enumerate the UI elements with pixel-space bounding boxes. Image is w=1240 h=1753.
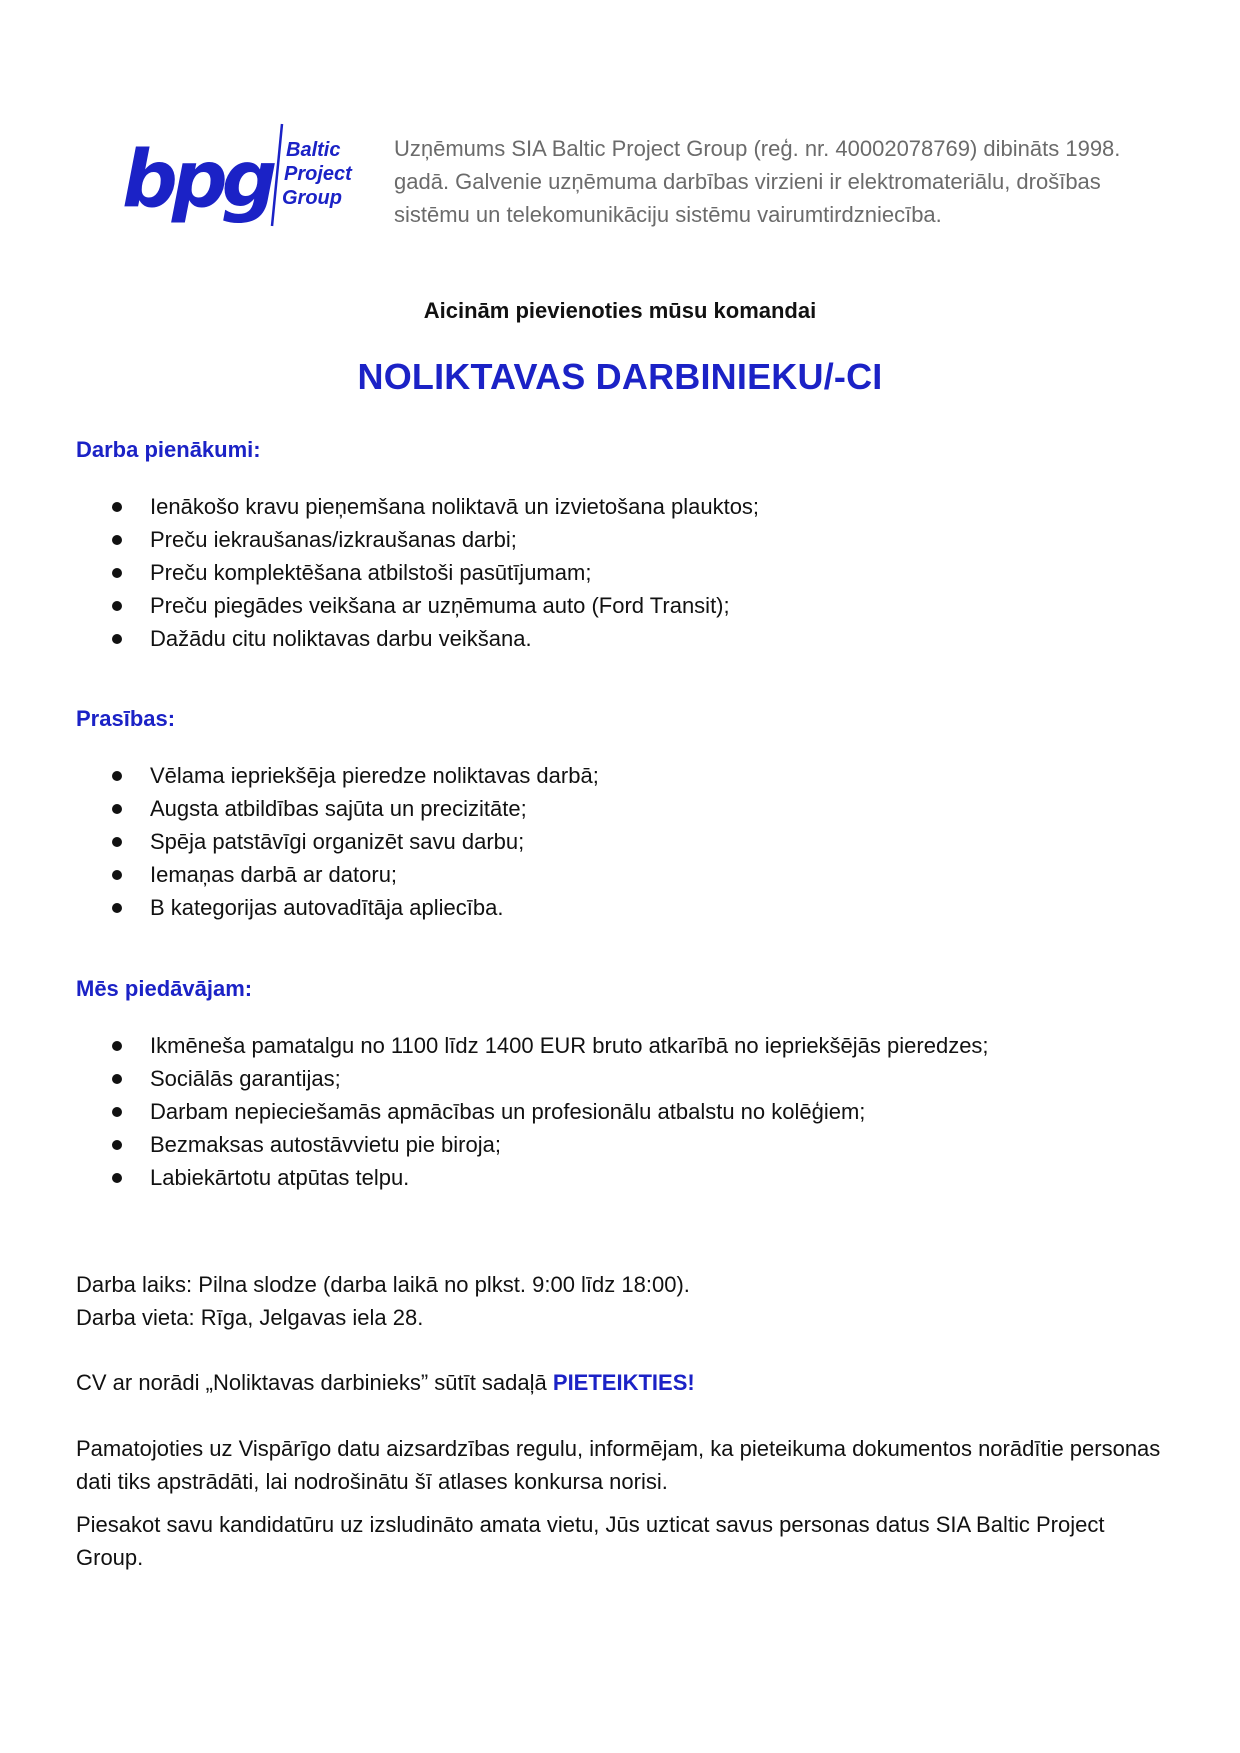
bullet-icon: [112, 568, 122, 578]
bullet-icon: [112, 634, 122, 644]
list-item: [76, 490, 1176, 523]
list-item-text: Bezmaksas autostāvvietu pie biroja;: [150, 1132, 501, 1157]
list-item: [76, 556, 1176, 589]
logo-line-baltic: Baltic: [286, 139, 341, 161]
list-item: [76, 523, 1176, 556]
list-item-text: Iemaņas darbā ar datoru;: [150, 862, 398, 887]
list-item: [76, 759, 1176, 792]
list-item: [76, 1095, 1176, 1128]
list-item-text: B kategorijas autovadītāja apliecība.: [150, 895, 504, 920]
work-place: Darba vieta: Rīga, Jelgavas iela 28.: [76, 1305, 424, 1330]
bullet-icon: [112, 1173, 122, 1183]
lead-text: Aicinām pievienoties mūsu komandai: [423, 298, 817, 323]
list-item-text: Sociālās garantijas;: [150, 1066, 341, 1091]
bullet-icon: [112, 535, 122, 545]
logo-line-project: Project: [284, 163, 352, 185]
list-item: [76, 1029, 1176, 1062]
list-item: [76, 589, 1176, 622]
list-item: [76, 825, 1176, 858]
logo-abbr: bpg: [122, 135, 272, 225]
list-item: [76, 858, 1176, 891]
apply-line: [76, 1366, 1176, 1399]
offer-heading: Mēs piedāvājam:: [76, 976, 253, 1001]
requirements-list: [76, 759, 1176, 924]
requirements-heading: Prasības:: [76, 706, 176, 731]
apply-text: CV ar norādi „Noliktavas darbinieks” sūtīt sadaļā: [76, 1370, 553, 1395]
logo-line-group: Group: [282, 187, 342, 209]
list-item-text: Ienākošo kravu pieņemšana noliktavā un izvietošana plauktos;: [150, 494, 760, 519]
list-item-text: Ikmēneša pamatalgu no 1100 līdz 1400 EUR bruto atkarībā no iepriekšējās pieredzes;: [150, 1033, 989, 1058]
list-item-text: Dažādu citu noliktavas darbu veikšana.: [150, 626, 532, 651]
list-item: [76, 1128, 1176, 1161]
bullet-icon: [112, 771, 122, 781]
duties-list: [76, 490, 1176, 655]
bullet-icon: [112, 804, 122, 814]
apply-link[interactable]: PIETEIKTIES!: [552, 1370, 695, 1395]
company-logo: [120, 122, 356, 232]
job-title: NOLIKTAVAS DARBINIEKU/-CI: [357, 356, 883, 397]
bullet-icon: [112, 1140, 122, 1150]
list-item-text: Spēja patstāvīgi organizēt savu darbu;: [150, 829, 525, 854]
list-item: [76, 792, 1176, 825]
company-intro: Uzņēmums SIA Baltic Project Group (reģ. nr. 40002078769) dibināts 1998. gadā. Galvenie uzņēmuma darbības virzieni ir elektromateriālu, drošības sistēmu un telekomunikāciju sistēmu vairumtirdzniecība.: [394, 136, 1121, 227]
bullet-icon: [112, 1107, 122, 1117]
list-item-text: Augsta atbildības sajūta un precizitāte;: [150, 796, 527, 821]
list-item-text: Preču piegādes veikšana ar uzņēmuma auto (Ford Transit);: [150, 593, 730, 618]
work-time: Darba laiks: Pilna slodze (darba laikā no plkst. 9:00 līdz 18:00).: [76, 1272, 690, 1297]
bullet-icon: [112, 837, 122, 847]
list-item-text: Labiekārtotu atpūtas telpu.: [150, 1165, 410, 1190]
list-item-text: Preču iekraušanas/izkraušanas darbi;: [150, 527, 517, 552]
list-item: [76, 891, 1176, 924]
bullet-icon: [112, 601, 122, 611]
list-item-text: Darbam nepieciešamās apmācības un profesionālu atbalstu no kolēģiem;: [150, 1099, 866, 1124]
offer-list: [76, 1029, 1176, 1194]
list-item-text: Vēlama iepriekšēja pieredze noliktavas darbā;: [150, 763, 599, 788]
bullet-icon: [112, 870, 122, 880]
duties-heading: Darba pienākumi:: [76, 437, 261, 462]
offer-section: [76, 975, 1176, 1194]
list-item: [76, 622, 1176, 655]
bullet-icon: [112, 903, 122, 913]
duties-section: [76, 436, 1176, 655]
bullet-icon: [112, 1074, 122, 1084]
privacy-notice: Pamatojoties uz Vispārīgo datu aizsardzības regulu, informējam, ka pieteikuma dokumentos norādītie personas dati tiks apstrādāti, lai nodrošinātu šī atlases konkursa norisi.: [76, 1436, 1161, 1494]
privacy-consent: Piesakot savu kandidatūru uz izsludināto amata vietu, Jūs uzticat savus personas datus SIA Baltic Project Group.: [76, 1512, 1105, 1570]
bullet-icon: [112, 1041, 122, 1051]
bullet-icon: [112, 502, 122, 512]
logo-divider: [272, 124, 282, 226]
list-item: [76, 1161, 1176, 1194]
requirements-section: [76, 705, 1176, 924]
list-item: [76, 1062, 1176, 1095]
list-item-text: Preču komplektēšana atbilstoši pasūtījumam;: [150, 560, 592, 585]
